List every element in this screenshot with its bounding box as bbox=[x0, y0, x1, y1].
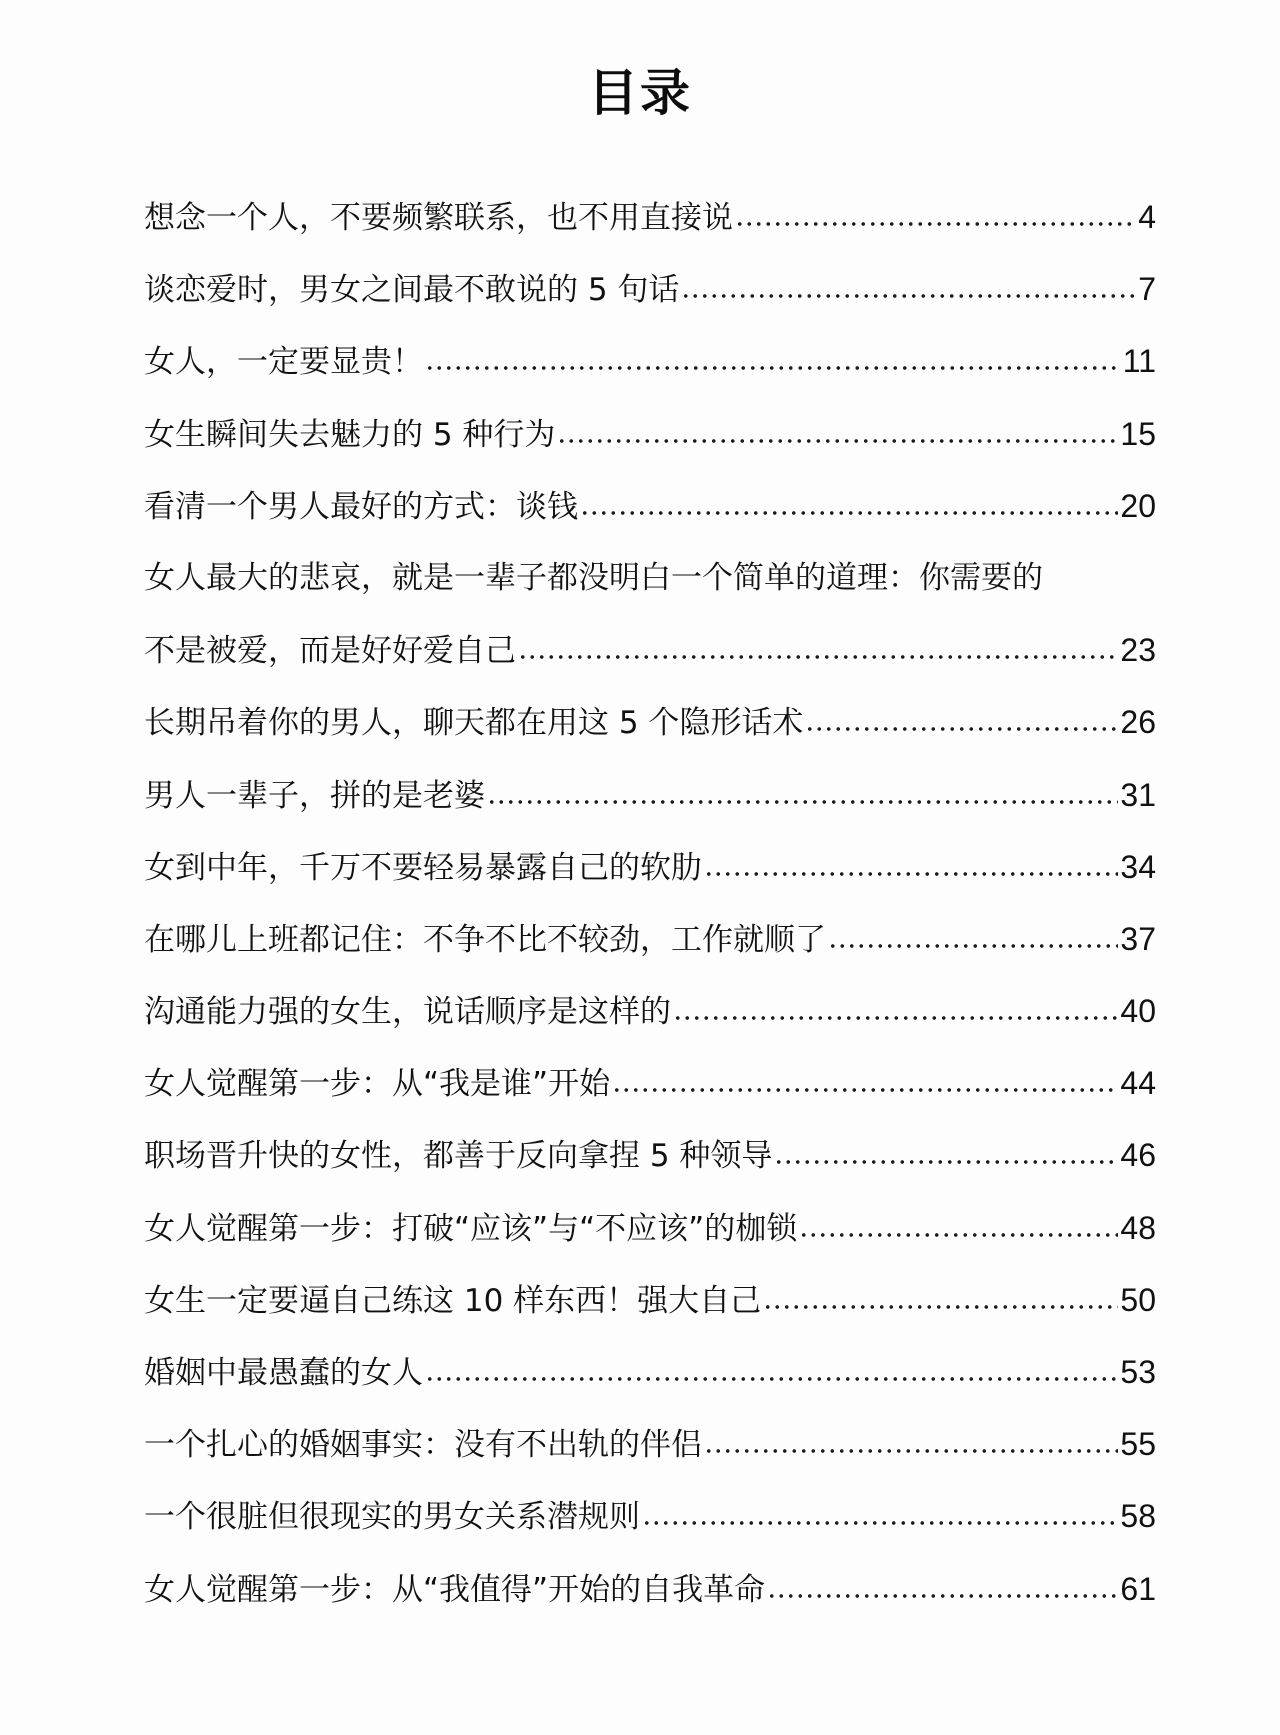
dot-leader bbox=[767, 1593, 1118, 1599]
toc-entry[interactable] bbox=[144, 903, 1156, 975]
dot-leader bbox=[642, 1520, 1118, 1526]
toc-entry[interactable] bbox=[144, 975, 1156, 1047]
toc-entry-title: 沟通能力强的女生，说话顺序是这样的 bbox=[144, 994, 671, 1031]
toc-entry[interactable] bbox=[144, 181, 1156, 253]
toc-entry-title: 职场晋升快的女性，都善于反向拿捏 5 种领导 bbox=[144, 1138, 773, 1175]
toc-entry-page: 11 bbox=[1122, 343, 1156, 380]
dot-leader bbox=[799, 1232, 1118, 1238]
toc-entry[interactable] bbox=[144, 1480, 1156, 1552]
toc-entry-page: 46 bbox=[1120, 1137, 1156, 1174]
toc-entry[interactable] bbox=[144, 1192, 1156, 1264]
dot-leader bbox=[735, 221, 1136, 227]
toc-entry[interactable] bbox=[144, 470, 1156, 542]
dot-leader bbox=[673, 1015, 1118, 1021]
toc-entry-page: 55 bbox=[1120, 1426, 1156, 1463]
toc-entry-line2[interactable] bbox=[144, 614, 1156, 686]
toc-entry-title: 想念一个人，不要频繁联系，也不用直接说 bbox=[144, 200, 733, 236]
dot-leader bbox=[425, 365, 1121, 371]
dot-leader bbox=[612, 1087, 1118, 1093]
dot-leader bbox=[487, 799, 1118, 805]
toc-entry-title: 长期吊着你的男人，聊天都在用这 5 个隐形话术 bbox=[144, 705, 804, 742]
toc-entry[interactable] bbox=[144, 686, 1156, 758]
toc-entry-title: 男人一辈子，拼的是老婆 bbox=[144, 777, 485, 814]
toc-entry-title: 女人觉醒第一步：从“我值得”开始的自我革命 bbox=[144, 1571, 766, 1608]
toc-entry[interactable] bbox=[144, 1553, 1156, 1625]
toc-entry-title: 婚姻中最愚蠢的女人 bbox=[144, 1355, 423, 1391]
toc-entry-page: 4 bbox=[1138, 199, 1156, 235]
toc-entry-title: 一个扎心的婚姻事实：没有不出轨的伴侣 bbox=[144, 1427, 702, 1464]
toc-entry-title: 女人觉醒第一步：打破“应该”与“不应该”的枷锁 bbox=[144, 1210, 798, 1247]
toc-entry-page: 53 bbox=[1120, 1354, 1156, 1390]
toc-entry-title: 谈恋爱时，男女之间最不敢说的 5 句话 bbox=[144, 272, 680, 309]
toc-entry-title-line2: 不是被爱，而是好好爱自己 bbox=[144, 633, 516, 670]
toc-entry[interactable] bbox=[144, 1336, 1156, 1408]
toc-entry-page: 15 bbox=[1120, 415, 1156, 452]
toc-entry[interactable] bbox=[144, 398, 1156, 470]
dot-leader bbox=[828, 943, 1118, 949]
table-of-contents bbox=[144, 181, 1156, 1625]
dot-leader bbox=[704, 871, 1118, 877]
toc-entry-title: 看清一个男人最好的方式：谈钱 bbox=[144, 488, 578, 525]
toc-entry-page: 50 bbox=[1120, 1281, 1156, 1318]
toc-entry-page: 20 bbox=[1120, 487, 1156, 524]
dot-leader bbox=[704, 1448, 1118, 1454]
dot-leader bbox=[557, 438, 1118, 444]
dot-leader bbox=[763, 1304, 1118, 1310]
toc-entry-page: 48 bbox=[1120, 1209, 1156, 1246]
toc-entry-line1[interactable] bbox=[144, 542, 1156, 614]
toc-entry[interactable] bbox=[144, 253, 1156, 325]
toc-entry[interactable] bbox=[144, 1047, 1156, 1119]
toc-entry-title: 女人觉醒第一步：从“我是谁”开始 bbox=[144, 1066, 611, 1103]
toc-entry-page: 40 bbox=[1120, 993, 1156, 1030]
toc-entry[interactable] bbox=[144, 831, 1156, 903]
toc-entry-page: 61 bbox=[1120, 1570, 1156, 1607]
toc-entry-page: 23 bbox=[1120, 632, 1156, 669]
dot-leader bbox=[681, 293, 1136, 299]
toc-entry-title: 女生一定要逼自己练这 10 样东西！强大自己 bbox=[144, 1282, 762, 1319]
dot-leader bbox=[425, 1376, 1118, 1382]
dot-leader bbox=[805, 726, 1118, 732]
dot-leader bbox=[580, 510, 1118, 516]
dot-leader bbox=[518, 654, 1118, 660]
page-title: 目录 bbox=[588, 64, 692, 122]
toc-entry-page: 44 bbox=[1120, 1065, 1156, 1102]
toc-entry-page: 37 bbox=[1120, 920, 1156, 957]
toc-entry-title: 一个很脏但很现实的男女关系潜规则 bbox=[144, 1499, 640, 1536]
toc-entry-title: 在哪儿上班都记住：不争不比不较劲，工作就顺了 bbox=[144, 921, 826, 958]
toc-entry[interactable] bbox=[144, 1264, 1156, 1336]
toc-entry-page: 58 bbox=[1120, 1498, 1156, 1535]
toc-entry[interactable] bbox=[144, 325, 1156, 397]
toc-entry[interactable] bbox=[144, 1408, 1156, 1480]
toc-entry-page: 34 bbox=[1120, 848, 1156, 885]
toc-entry-title: 女生瞬间失去魅力的 5 种行为 bbox=[144, 416, 556, 453]
toc-entry-title: 女到中年，千万不要轻易暴露自己的软肋 bbox=[144, 849, 702, 886]
dot-leader bbox=[774, 1159, 1118, 1165]
toc-entry[interactable] bbox=[144, 759, 1156, 831]
toc-entry-title: 女人，一定要显贵！ bbox=[144, 344, 423, 381]
toc-entry-page: 7 bbox=[1138, 271, 1156, 308]
toc-entry-page: 26 bbox=[1120, 704, 1156, 741]
toc-entry[interactable] bbox=[144, 1119, 1156, 1191]
toc-entry-title-line1: 女人最大的悲哀，就是一辈子都没明白一个简单的道理：你需要的 bbox=[144, 559, 1043, 596]
toc-entry-page: 31 bbox=[1120, 776, 1156, 813]
